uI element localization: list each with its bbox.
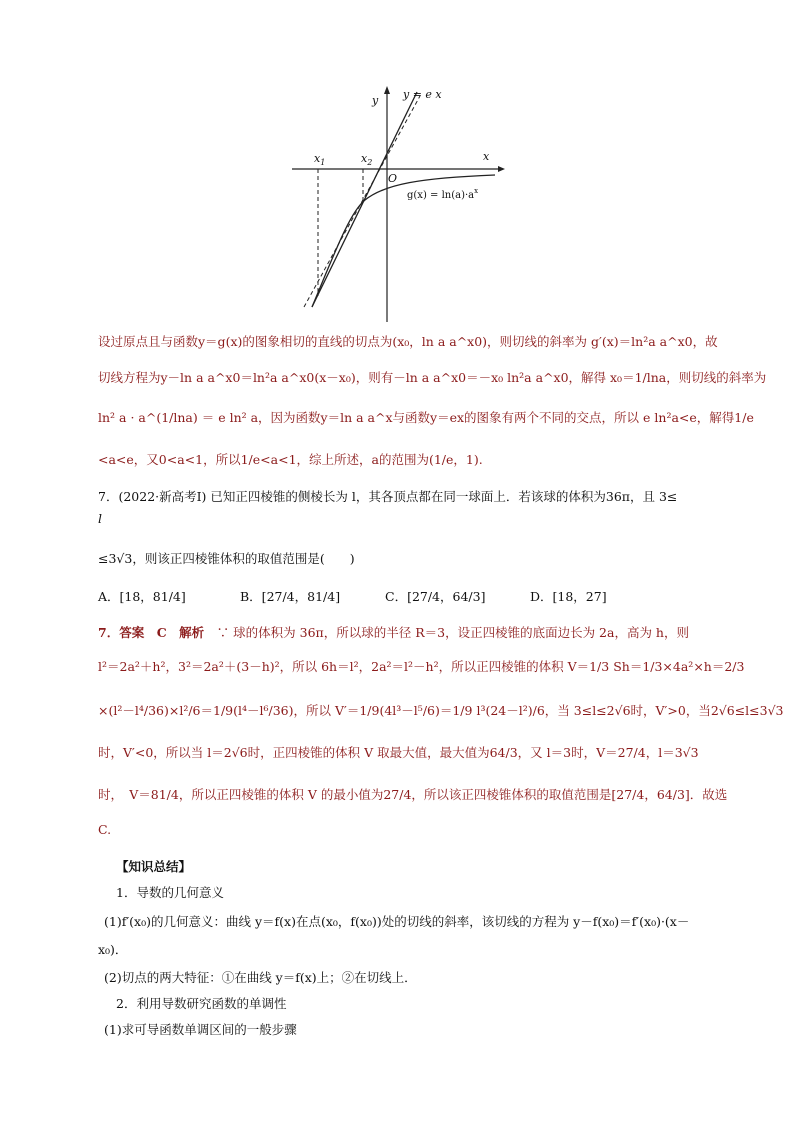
line-y-ex [312,92,417,307]
curve-label: $g(x) = \ln(a)\cdot a^x$ [407,187,479,201]
x-axis-label: x [483,150,490,163]
summary-title: 【知识总结】 [116,859,192,874]
y-axis-arrow-icon [384,86,390,94]
problem7-stem-1: 7．(2022·新高考Ⅰ) 已知正四棱锥的侧棱长为 l，其各顶点都在同一球面上．若该球的体积为36π，且 3≤ [98,489,678,504]
x-axis-arrow-icon [498,166,505,172]
answer7-line1 [98,624,718,642]
summary-item2-1: (1)求可导函数单调区间的一般步骤 [104,1022,297,1037]
option-a: A．[18，81/4] [98,589,186,604]
answer7-line3: ×(l²－l⁴/36)×l²/6＝1/9(l⁴－l⁶/36)，所以 V′＝1/9(4l³－l⁵/6)＝1/9 l³(24－l²)/6，当 3≤l≤2√6时，V′>0，当2√6≤l≤3√3 [98,703,784,718]
problem7-stem-3: ≤3√3，则该正四棱锥体积的取值范围是( ) [98,551,355,566]
solution6-line3: ln² a · a^(1/lna) ＝ e ln² a，因为函数y＝ln a a^x与函数y＝ex的图象有两个不同的交点，所以 e ln²a<e，解得1/e [98,410,754,425]
solution6-line4: <a<e，又0<a<1，所以1/e<a<1，综上所述，a的范围为(1/e，1). [98,452,483,467]
x1-label: $x_1$ [314,152,326,167]
tangent-line-dashed [304,96,420,307]
summary-item1-1b: x₀)． [98,942,128,957]
origin-label: O [388,172,398,185]
option-d: D．[18，27] [530,589,607,604]
x2-label: $x_2$ [361,152,373,167]
answer7-line5: 时， V＝81/4，所以正四棱锥的体积 V 的最小值为27/4，所以该正四棱锥体积的取值范围是[27/4，64/3]．故选 [98,787,728,802]
answer7-line1-text: ∵ 球的体积为 36π，所以球的半径 R＝3，设正四棱锥的底面边长为 2a，高为 h，则 [216,625,689,640]
summary-item1-1a: (1)f′(x₀)的几何意义：曲线 y＝f(x)在点(x₀，f(x₀))处的切线的斜率，该切线的方程为 y－f(x₀)＝f′(x₀)·(x－ [104,914,690,929]
summary-item1: 1．导数的几何意义 [116,885,224,900]
option-b: B．[27/4，81/4] [240,589,341,604]
option-c: C．[27/4，64/3] [385,589,486,604]
y-axis-label: y [372,94,379,107]
summary-item2: 2．利用导数研究函数的单调性 [116,996,287,1011]
problem7-stem-2: l [98,511,102,526]
solution6-line2: 切线方程为y－ln a a^x0＝ln²a a^x0(x－x₀)，则有－ln a a^x0＝－x₀ ln²a a^x0，解得 x₀＝1/lna，则切线的斜率为 [98,370,767,385]
answer7-head: 7．答案 C 解析 [98,625,205,640]
function-graph [290,82,510,327]
answer7-line4: 时，V′<0，所以当 l＝2√6时，正四棱锥的体积 V 取最大值，最大值为64/3，又 l＝3时，V＝27/4，l＝3√3 [98,745,699,760]
summary-item1-2: (2)切点的两大特征：①在曲线 y＝f(x)上；②在切线上． [104,970,417,985]
line-label: y = e x [403,88,442,101]
answer7-line2: l²＝2a²＋h²，3²＝2a²＋(3－h)²，所以 6h＝l²，2a²＝l²－h²，所以正四棱锥的体积 V＝1/3 Sh＝1/3×4a²×h＝2/3 [98,659,745,674]
solution6-line1: 设过原点且与函数y＝g(x)的图象相切的直线的切点为(x₀，ln a a^x0)，则切线的斜率为 g′(x)＝ln²a a^x0，故 [98,334,718,349]
answer7-line6: C. [98,822,112,837]
